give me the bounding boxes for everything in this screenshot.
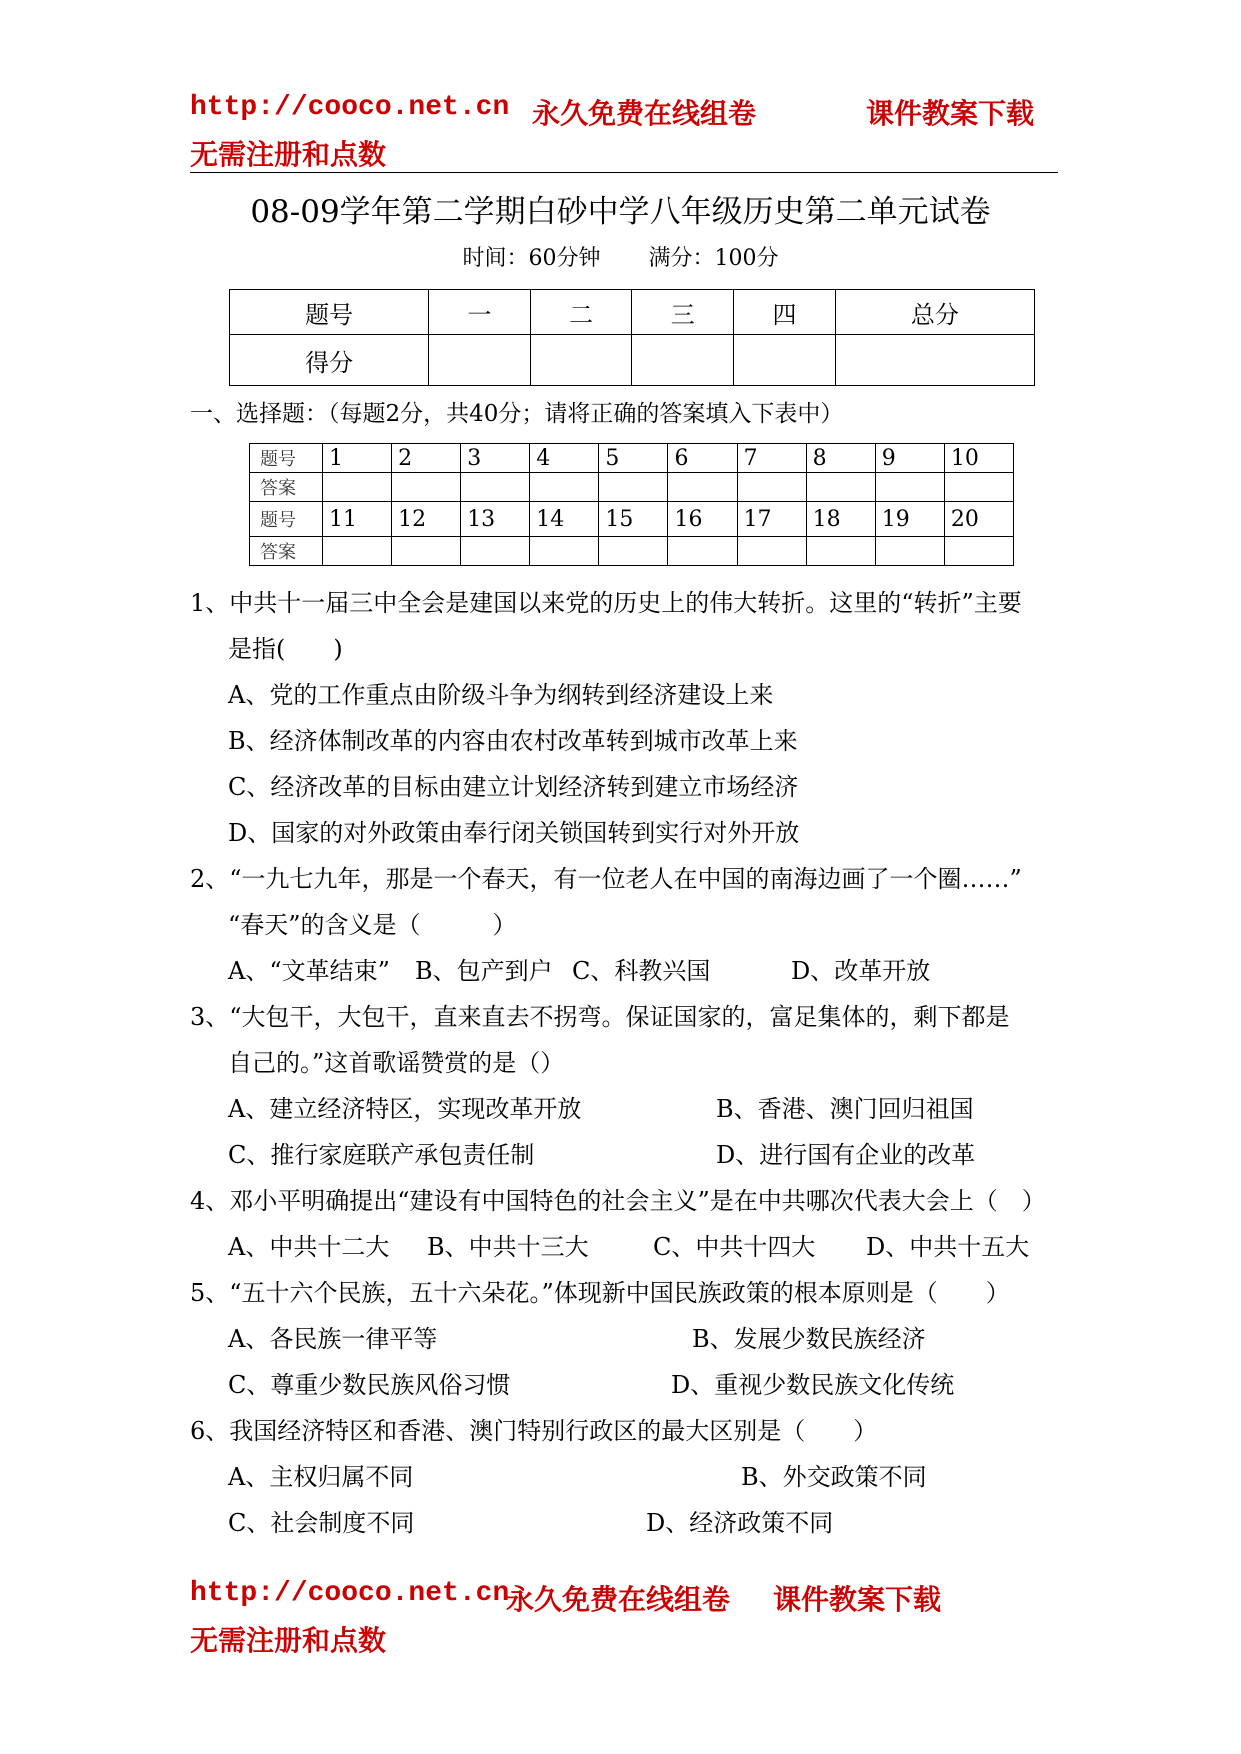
score-input-cell[interactable]: [530, 335, 632, 386]
question-2-option-d: D、改革开放: [791, 957, 931, 985]
footer-slogan-free: 永久免费在线组卷: [506, 1583, 731, 1616]
question-3-option-a: A、建立经济特区，实现改革开放: [228, 1095, 582, 1123]
answer-input-cell[interactable]: [806, 537, 875, 566]
question-2-option-a: A、“文革结束”: [228, 957, 390, 985]
question-6-option-a: A、主权归属不同: [228, 1463, 414, 1491]
question-5-option-d: D、重视少数民族文化传统: [671, 1371, 955, 1399]
question-6-option-b: B、外交政策不同: [741, 1463, 927, 1491]
question-number-cell: 17: [737, 502, 806, 537]
answer-input-cell[interactable]: [875, 473, 944, 502]
score-header-cell: 题号: [230, 290, 429, 335]
question-1-stem-cont: 是指( ): [228, 635, 343, 663]
question-2-stem: 2、“一九七九年，那是一个春天，有一位老人在中国的南海边画了一个圈……”: [190, 865, 1022, 893]
score-table: [229, 289, 1035, 386]
score-input-cell[interactable]: [429, 335, 531, 386]
answer-input-cell[interactable]: [461, 537, 530, 566]
question-number-cell: 11: [323, 502, 392, 537]
question-number-cell: 20: [944, 502, 1013, 537]
question-5-stem: 5、“五十六个民族，五十六朵花。”体现新中国民族政策的根本原则是（ ）: [190, 1279, 1010, 1307]
answer-input-cell[interactable]: [461, 473, 530, 502]
question-number-cell: 7: [737, 444, 806, 473]
score-header-cell: 三: [632, 290, 734, 335]
question-number-cell: 4: [530, 444, 599, 473]
answer-input-cell[interactable]: [323, 537, 392, 566]
question-6-stem: 6、我国经济特区和香港、澳门特别行政区的最大区别是（ ）: [190, 1417, 878, 1445]
question-3-option-b: B、香港、澳门回归祖国: [716, 1095, 974, 1123]
score-header-cell: 一: [429, 290, 531, 335]
question-number-cell: 12: [392, 502, 461, 537]
answer-row-label: 答案: [250, 473, 323, 502]
score-header-cell: 总分: [835, 290, 1034, 335]
question-5-option-b: B、发展少数民族经济: [692, 1325, 926, 1353]
question-1-stem: 1、中共十一届三中全会是建国以来党的历史上的伟大转折。这里的“转折”主要: [190, 589, 1022, 617]
question-number-cell: 19: [875, 502, 944, 537]
answer-input-cell[interactable]: [944, 473, 1013, 502]
question-number-cell: 18: [806, 502, 875, 537]
question-3-option-c: C、推行家庭联产承包责任制: [228, 1141, 535, 1169]
score-row-label: 得分: [230, 335, 429, 386]
question-number-cell: 10: [944, 444, 1013, 473]
score-header-cell: 四: [734, 290, 836, 335]
header-slogan-noregister: 无需注册和点数: [190, 138, 387, 171]
answer-row-label: 题号: [250, 502, 323, 537]
question-number-cell: 9: [875, 444, 944, 473]
answer-input-cell[interactable]: [737, 537, 806, 566]
exam-info: [0, 241, 1241, 272]
answer-row-label: 题号: [250, 444, 323, 473]
exam-full-score: 满分：100分: [648, 246, 779, 271]
answer-input-cell[interactable]: [530, 473, 599, 502]
question-number-cell: 8: [806, 444, 875, 473]
score-input-cell[interactable]: [632, 335, 734, 386]
question-number-cell: 2: [392, 444, 461, 473]
answer-input-cell[interactable]: [392, 537, 461, 566]
question-number-cell: 16: [668, 502, 737, 537]
header-divider: [190, 172, 1058, 173]
question-number-cell: 5: [599, 444, 668, 473]
question-number-cell: 6: [668, 444, 737, 473]
answer-input-cell[interactable]: [599, 537, 668, 566]
footer-slogan-noregister: 无需注册和点数: [190, 1624, 387, 1657]
answer-input-cell[interactable]: [599, 473, 668, 502]
score-header-cell: 二: [530, 290, 632, 335]
answer-input-cell[interactable]: [806, 473, 875, 502]
answer-input-cell[interactable]: [737, 473, 806, 502]
answer-table: [249, 443, 1014, 566]
question-6-option-c: C、社会制度不同: [228, 1509, 415, 1537]
question-number-cell: 13: [461, 502, 530, 537]
question-2-option-b: B、包产到户: [415, 957, 553, 985]
question-number-cell: 1: [323, 444, 392, 473]
score-input-cell[interactable]: [734, 335, 836, 386]
question-1-option-a: A、党的工作重点由阶级斗争为纲转到经济建设上来: [228, 681, 774, 709]
header-url-link[interactable]: http://cooco.net.cn: [190, 92, 510, 123]
footer-url-link[interactable]: http://cooco.net.cn: [190, 1578, 510, 1609]
header-slogan-download: 课件教案下载: [866, 97, 1035, 130]
answer-input-cell[interactable]: [668, 473, 737, 502]
section-heading: 一、选择题：（每题2分，共40分；请将正确的答案填入下表中）: [190, 401, 844, 427]
question-5-option-a: A、各民族一律平等: [228, 1325, 438, 1353]
question-3-stem: 3、“大包干，大包干，直来直去不拐弯。保证国家的，富足集体的，剩下都是: [190, 1003, 1010, 1031]
answer-input-cell[interactable]: [323, 473, 392, 502]
footer-slogan-download: 课件教案下载: [773, 1583, 942, 1616]
score-input-cell[interactable]: [835, 335, 1034, 386]
question-1-option-d: D、国家的对外政策由奉行闭关锁国转到实行对外开放: [228, 819, 800, 847]
question-3-stem-cont: 自己的。”这首歌谣赞赏的是（）: [228, 1049, 565, 1077]
exam-time: 时间：60分钟: [462, 246, 601, 271]
question-2-stem-cont: “春天”的含义是（ ）: [228, 911, 517, 939]
question-4-stem: 4、邓小平明确提出“建设有中国特色的社会主义”是在中共哪次代表大会上（ ）: [190, 1187, 1046, 1215]
question-1-option-b: B、经济体制改革的内容由农村改革转到城市改革上来: [228, 727, 798, 755]
question-number-cell: 3: [461, 444, 530, 473]
answer-input-cell[interactable]: [944, 537, 1013, 566]
question-number-cell: 15: [599, 502, 668, 537]
question-3-option-d: D、进行国有企业的改革: [716, 1141, 976, 1169]
question-4-option-d: D、中共十五大: [866, 1233, 1030, 1261]
question-4-option-c: C、中共十四大: [653, 1233, 816, 1261]
question-number-cell: 14: [530, 502, 599, 537]
answer-row-label: 答案: [250, 537, 323, 566]
question-4-option-a: A、中共十二大: [228, 1233, 390, 1261]
page-title: 08-09学年第二学期白砂中学八年级历史第二单元试卷: [250, 194, 991, 230]
question-6-option-d: D、经济政策不同: [646, 1509, 834, 1537]
question-1-option-c: C、经济改革的目标由建立计划经济转到建立市场经济: [228, 773, 799, 801]
answer-input-cell[interactable]: [668, 537, 737, 566]
answer-input-cell[interactable]: [530, 537, 599, 566]
answer-input-cell[interactable]: [392, 473, 461, 502]
answer-input-cell[interactable]: [875, 537, 944, 566]
question-5-option-c: C、尊重少数民族风俗习惯: [228, 1371, 511, 1399]
header-slogan-free: 永久免费在线组卷: [532, 97, 757, 130]
question-2-option-c: C、科教兴国: [572, 957, 711, 985]
question-4-option-b: B、中共十三大: [427, 1233, 589, 1261]
